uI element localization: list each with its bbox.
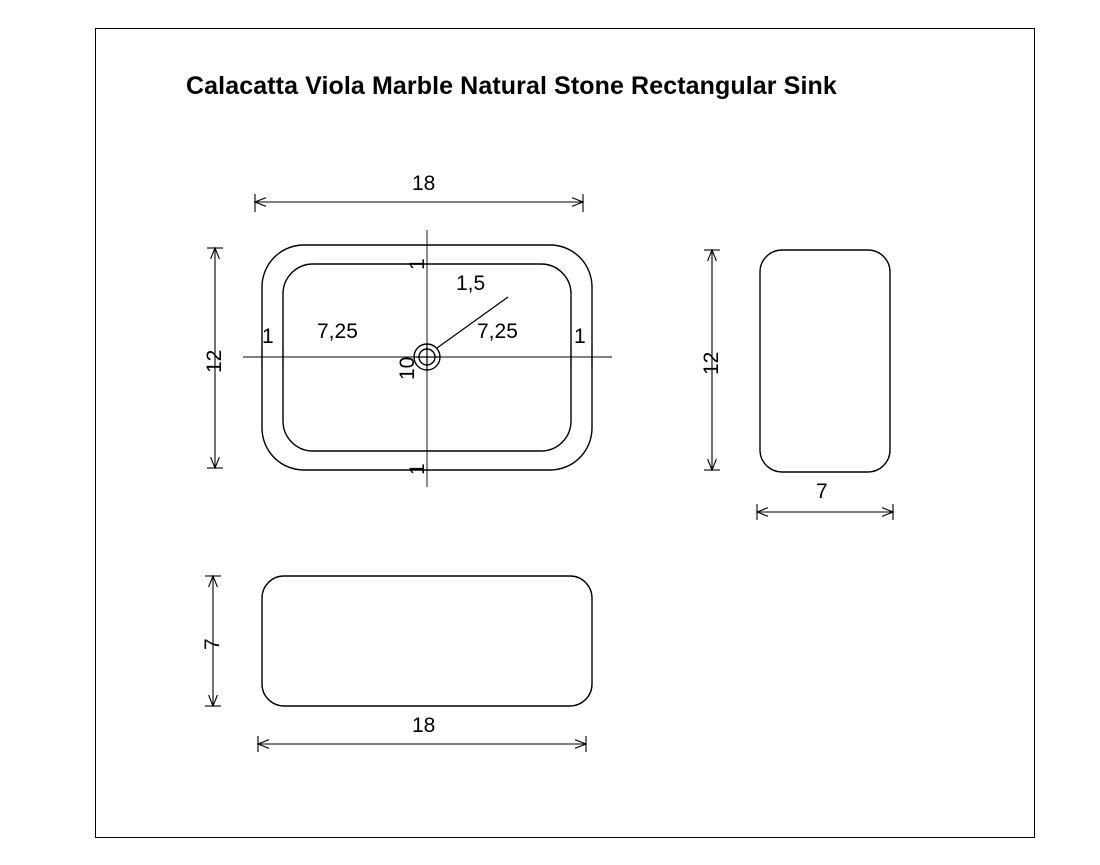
dim-side-height: 12 [700, 351, 723, 375]
dim-top-height: 12 [203, 349, 226, 373]
dim-front-height: 7 [201, 638, 224, 650]
dim-front-width: 18 [412, 714, 436, 737]
dim-top-rim-bottom: 1 [406, 463, 429, 475]
dim-top-rim-left: 1 [262, 325, 274, 348]
dim-top-rim-top: 1 [406, 258, 429, 270]
dim-drain-note: 10 [396, 356, 419, 380]
dim-drain-diameter: 1,5 [456, 272, 486, 295]
drawing-title: Calacatta Viola Marble Natural Stone Rectangular Sink [186, 72, 837, 100]
dim-basin-half-right: 7,25 [477, 320, 518, 343]
dim-top-width: 18 [412, 172, 436, 195]
dim-basin-half-left: 7,25 [317, 320, 358, 343]
dim-top-rim-right: 1 [574, 325, 586, 348]
dim-side-width: 7 [816, 480, 828, 503]
